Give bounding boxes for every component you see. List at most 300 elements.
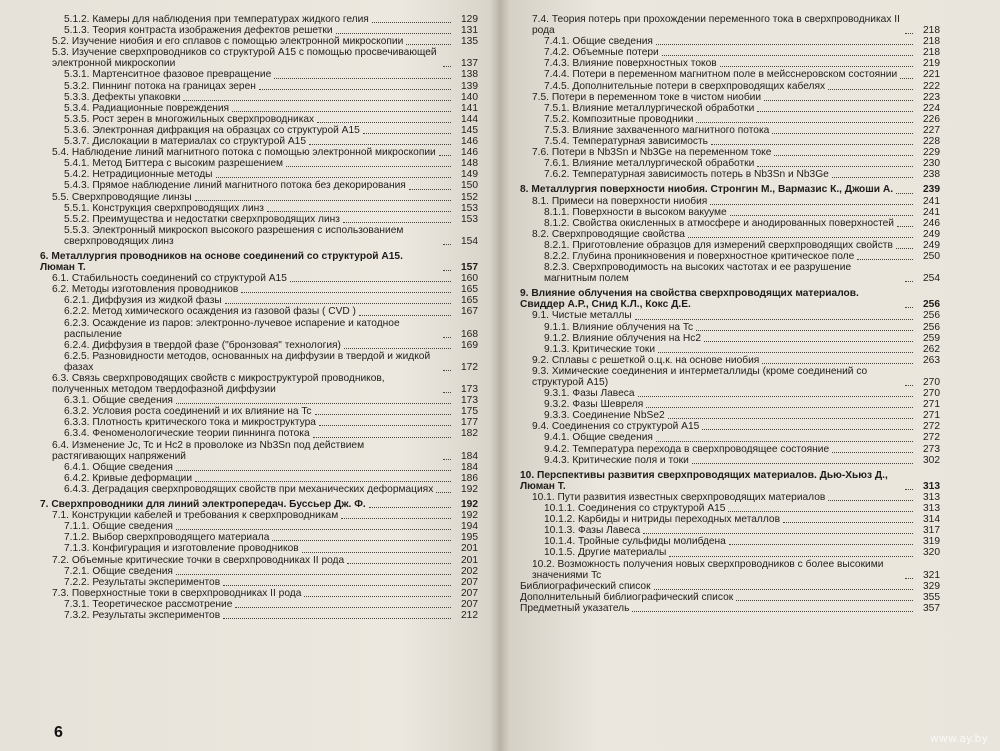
toc-entry-page: 272 — [923, 432, 940, 444]
toc-entry — [520, 229, 940, 240]
toc-entry-page: 135 — [461, 36, 478, 48]
dot-leader — [711, 144, 913, 145]
page-number: 6 — [54, 724, 63, 741]
toc-entry — [520, 492, 940, 503]
toc-entry-page: 270 — [923, 388, 940, 400]
toc-entry-title: 5.3. Изучение сверхпроводников со структурой А15 с помощью просвечивающей электронной микроскопии — [52, 47, 437, 70]
toc-entry-page: 246 — [923, 217, 940, 229]
toc-entry — [40, 599, 478, 610]
toc-entry-title: 7.4.1. Общие сведения — [544, 36, 653, 48]
toc-entry-title: 9.4.2. Температура перехода в сверхпроводящее состояние — [544, 443, 830, 455]
toc-entry — [520, 536, 940, 547]
toc-entry-title: 5.3.5. Рост зерен в многожильных сверхпроводниках — [64, 113, 315, 125]
dot-leader — [223, 618, 451, 619]
toc-entry-page: 223 — [923, 91, 940, 103]
toc-entry — [520, 136, 940, 147]
toc-entry — [40, 417, 478, 428]
toc-entry-title: 5.3.7. Дислокации в материалах со структурой А15 — [64, 136, 307, 148]
toc-entry-title: 8.2. Сверхпроводящие свойства — [532, 228, 685, 240]
toc-entry-page: 321 — [923, 569, 940, 581]
toc-entry-page: 194 — [461, 521, 478, 533]
toc-entry-title: 5.5.2. Преимущества и недостатки сверхпроводящих линз — [64, 213, 340, 225]
toc-entry — [40, 521, 478, 532]
toc-entry-title: 5.4.1. Метод Биттера с высоким разрешением — [64, 158, 283, 170]
toc-entry-title: 10.1.1. Соединения со структурой А15 — [544, 503, 726, 515]
toc-entry — [520, 262, 940, 284]
toc-entry-title: 10. Перспективы развития сверхпроводящих материалов. Дью-Хьюз Д., Люман Т. — [520, 469, 888, 492]
toc-entry — [520, 310, 940, 321]
toc-entry-page: 148 — [461, 158, 478, 170]
toc-entry-title: 6.2. Методы изготовления проводников — [52, 284, 239, 296]
toc-entry — [520, 147, 940, 158]
dot-leader — [900, 78, 913, 79]
toc-entry-page: 167 — [461, 306, 478, 318]
toc-entry — [520, 525, 940, 536]
dot-leader — [259, 89, 451, 90]
toc-entry-title: 5.5. Сверхпроводящие линзы — [52, 191, 192, 203]
toc-entry-page: 357 — [923, 602, 940, 614]
dot-leader — [443, 459, 451, 460]
toc-entry-page: 313 — [923, 480, 940, 492]
toc-entry-title: 6.3.4. Феноменологические теории пиннинга потока — [64, 428, 310, 440]
dot-leader — [638, 396, 913, 397]
toc-entry-title: 7.4.5. Дополнительные потери в сверхпроводящих кабелях — [544, 80, 826, 92]
toc-entry-title: 7.1.2. Выбор сверхпроводящего материала — [64, 532, 270, 544]
toc-entry-page: 192 — [461, 499, 478, 511]
toc-entry — [40, 340, 478, 351]
dot-leader — [232, 111, 451, 112]
toc-entry-page: 249 — [923, 239, 940, 251]
toc-entry-page: 271 — [923, 399, 940, 411]
dot-leader — [905, 489, 913, 490]
toc-entry-page: 182 — [461, 428, 478, 440]
dot-leader — [286, 166, 451, 167]
toc-entry-page: 224 — [923, 102, 940, 114]
toc-entry — [520, 333, 940, 344]
toc-entry-page: 173 — [461, 384, 478, 396]
toc-entry-title: 9.1.1. Влияние облучения на Tc — [544, 321, 694, 333]
toc-chapter-entry — [520, 288, 940, 310]
dot-leader — [176, 574, 451, 575]
toc-entry — [40, 473, 478, 484]
toc-entry-title: 7.1. Конструкции кабелей и требования к сверхпроводникам — [52, 510, 339, 522]
dot-leader — [828, 500, 913, 501]
dot-leader — [905, 385, 913, 386]
dot-leader — [730, 215, 913, 216]
toc-entry-title: 8.1.2. Свойства окисленных в атмосфере и анодированных поверхностей — [544, 217, 894, 229]
toc-entry-title: 7.5.3. Влияние захваченного магнитного потока — [544, 124, 770, 136]
dot-leader — [443, 66, 451, 67]
toc-entry — [40, 351, 478, 373]
toc-entry-title: 7.6.2. Температурная зависимость потерь в Nb3Sn и Nb3Ge — [544, 169, 829, 181]
toc-entry-page: 314 — [923, 514, 940, 526]
dot-leader — [304, 596, 451, 597]
dot-leader — [832, 452, 913, 453]
toc-entry-page: 154 — [461, 235, 478, 247]
toc-entry-title: 6.2.1. Диффузия из жидкой фазы — [64, 295, 222, 307]
toc-entry-page: 241 — [923, 195, 940, 207]
toc-entry-title: 6.4.1. Общие сведения — [64, 461, 173, 473]
toc-entry — [520, 218, 940, 229]
toc-entry-page: 227 — [923, 124, 940, 136]
dot-leader — [319, 425, 451, 426]
toc-entry — [520, 103, 940, 114]
toc-entry-page: 145 — [461, 124, 478, 136]
dot-leader — [905, 578, 913, 579]
toc-entry — [40, 92, 478, 103]
dot-leader — [783, 522, 913, 523]
toc-entry-title: 7.3.1. Теоретическое рассмотрение — [64, 598, 233, 610]
toc-entry — [40, 373, 478, 395]
dot-leader — [632, 611, 913, 612]
toc-entry — [40, 114, 478, 125]
toc-entry — [520, 399, 940, 410]
toc-entry — [520, 81, 940, 92]
toc-entry-title: 9.1.3. Критические токи — [544, 343, 656, 355]
dot-leader — [896, 193, 913, 194]
toc-entry — [40, 566, 478, 577]
toc-entry — [520, 240, 940, 251]
toc-entry-title: 7.1.1. Общие сведения — [64, 521, 173, 533]
dot-leader — [336, 33, 451, 34]
toc-entry — [40, 543, 478, 554]
toc-entry — [40, 484, 478, 495]
toc-entry — [520, 388, 940, 399]
toc-entry-title: 7.5.1. Влияние металлургической обработки — [544, 102, 755, 114]
toc-entry-page: 152 — [461, 191, 478, 203]
toc-entry-page: 313 — [923, 503, 940, 515]
dot-leader — [692, 463, 913, 464]
dot-leader — [195, 481, 451, 482]
dot-leader — [369, 507, 451, 508]
toc-chapter-entry — [40, 251, 478, 273]
dot-leader — [757, 166, 913, 167]
dot-leader — [662, 55, 913, 56]
toc-entry-page: 230 — [923, 158, 940, 170]
toc-entry — [520, 69, 940, 80]
toc-entry-page: 150 — [461, 180, 478, 192]
toc-entry-page: 165 — [461, 295, 478, 307]
toc-entry-page: 157 — [461, 262, 478, 274]
toc-entry-title: 9.3.1. Фазы Лавеса — [544, 388, 635, 400]
toc-entry-title: 8.2.2. Глубина проникновения и поверхностное критическое поле — [544, 250, 855, 262]
toc-entry-title: 7.5. Потери в переменном токе в чистом ниобии — [532, 91, 762, 103]
dot-leader — [736, 600, 913, 601]
dot-leader — [183, 100, 451, 101]
toc-entry — [40, 136, 478, 147]
right-page — [520, 0, 940, 751]
toc-entry — [40, 203, 478, 214]
toc-entry — [40, 192, 478, 203]
dot-leader — [688, 237, 913, 238]
toc-entry-page: 222 — [923, 80, 940, 92]
toc-entry — [520, 125, 940, 136]
dot-leader — [439, 155, 451, 156]
dot-leader — [409, 189, 451, 190]
dot-leader — [343, 222, 451, 223]
dot-leader — [905, 33, 913, 34]
dot-leader — [290, 281, 451, 282]
toc-entry-title: 10.1.4. Тройные сульфиды молибдена — [544, 536, 726, 548]
toc-entry-title: 6.4. Изменение Jc, Tc и Hc2 в проволоке из Nb3Sn под действием растягивающих напряжений — [52, 439, 365, 462]
toc-entry-page: 192 — [461, 483, 478, 495]
dot-leader — [272, 540, 451, 541]
toc-entry — [520, 114, 940, 125]
toc-entry-page: 177 — [461, 417, 478, 429]
dot-leader — [223, 585, 451, 586]
toc-entry-page: 313 — [923, 491, 940, 503]
toc-entry-page: 202 — [461, 565, 478, 577]
toc-entry-page: 254 — [923, 273, 940, 285]
toc-entry — [520, 455, 940, 466]
toc-entry — [40, 169, 478, 180]
dot-leader — [654, 589, 913, 590]
toc-entry-page: 270 — [923, 377, 940, 388]
toc-entry-title: 7.4.2. Объемные потери — [544, 47, 659, 59]
toc-entry — [40, 81, 478, 92]
toc-entry-title: Дополнительный библиографический список — [520, 591, 734, 603]
left-page — [40, 0, 478, 751]
toc-entry-title: Библиографический список — [520, 580, 651, 592]
toc-entry — [40, 103, 478, 114]
toc-entry-title: 7.4. Теория потерь при прохождении переменного тока в сверхпроводниках II рода — [532, 14, 900, 37]
toc-entry-page: 226 — [923, 113, 940, 125]
toc-entry — [520, 344, 940, 355]
toc-entry-page: 139 — [461, 80, 478, 92]
toc-entry-title: 7.3. Поверхностные токи в сверхпроводниках II рода — [52, 587, 302, 599]
toc-entry-page: 186 — [461, 472, 478, 484]
toc-entry-title: 5.5.1. Конструкция сверхпроводящих линз — [64, 202, 264, 214]
toc-entry-title: 6.2.2. Метод химического осаждения из газовой фазы ( CVD ) — [64, 306, 356, 318]
toc-entry-title: 6.3.1. Общие сведения — [64, 395, 173, 407]
toc-entry-page: 201 — [461, 554, 478, 566]
dot-leader — [267, 211, 451, 212]
toc-entry-page: 218 — [923, 47, 940, 59]
toc-entry-title: 5.1.2. Камеры для наблюдения при температурах жидкого гелия — [64, 14, 369, 25]
toc-entry-page: 317 — [923, 525, 940, 537]
dot-leader — [896, 248, 913, 249]
dot-leader — [643, 533, 913, 534]
toc-entry — [40, 406, 478, 417]
toc-entry-title: 7. Сверхпроводники для линий электропередач. Буссьер Дж. Ф. — [40, 499, 366, 511]
toc-entry-title: 9.4.3. Критические поля и токи — [544, 454, 689, 466]
toc-entry — [520, 432, 940, 443]
dot-leader — [696, 122, 913, 123]
toc-entry — [40, 306, 478, 317]
dot-leader — [720, 66, 913, 67]
toc-entry-page: 207 — [461, 587, 478, 599]
toc-entry-page: 355 — [923, 591, 940, 603]
toc-entry-page: 207 — [461, 576, 478, 588]
dot-leader — [443, 244, 451, 245]
toc-entry — [520, 581, 940, 592]
toc-entry — [40, 588, 478, 599]
toc-chapter-entry — [520, 184, 940, 195]
toc-entry-page: 160 — [461, 273, 478, 285]
toc-entry — [520, 366, 940, 388]
dot-leader — [905, 281, 913, 282]
toc-entry-title: 5.4.3. Прямое наблюдение линий магнитного потока без декорирования — [64, 180, 406, 192]
toc-entry — [520, 421, 940, 432]
toc-entry-title: 5.3.3. Дефекты упаковки — [64, 91, 181, 103]
toc-entry — [40, 395, 478, 406]
dot-leader — [317, 122, 451, 123]
toc-entry-title: 6.4.3. Деградация сверхпроводящих свойств при механических деформациях — [64, 483, 434, 495]
dot-leader — [436, 492, 451, 493]
toc-entry-page: 146 — [461, 147, 478, 159]
toc-entry-page: 175 — [461, 406, 478, 418]
dot-leader — [729, 544, 913, 545]
toc-entry — [40, 147, 478, 158]
toc-entry — [40, 510, 478, 521]
toc-entry — [40, 25, 478, 36]
toc-entry-page: 302 — [923, 454, 940, 466]
dot-leader — [372, 22, 451, 23]
dot-leader — [832, 177, 913, 178]
toc-entry-page: 256 — [923, 299, 940, 311]
dot-leader — [216, 177, 452, 178]
dot-leader — [347, 563, 451, 564]
toc-entry — [520, 410, 940, 421]
toc-entry-page: 239 — [923, 184, 940, 196]
toc-entry-page: 241 — [923, 206, 940, 218]
toc-entry-title: 5.2. Изучение ниобия и его сплавов с помощью электронной микроскопии — [52, 36, 404, 48]
dot-leader — [696, 330, 913, 331]
dot-leader — [359, 315, 451, 316]
toc-entry-page: 149 — [461, 169, 478, 181]
toc-entry-title: 7.6. Потери в Nb3Sn и Nb3Ge на переменном токе — [532, 147, 772, 159]
dot-leader — [443, 392, 451, 393]
toc-entry-title: 5.4.2. Нетрадиционные методы — [64, 169, 213, 181]
toc-entry-title: 6.4.2. Кривые деформации — [64, 472, 193, 484]
toc-entry-title: 7.5.2. Композитные проводники — [544, 113, 694, 125]
dot-leader — [443, 270, 451, 271]
toc-entry-title: 10.1.2. Карбиды и нитриды переходных металлов — [544, 514, 780, 526]
dot-leader — [704, 341, 913, 342]
toc-chapter-entry — [520, 470, 940, 492]
toc-entry-title: 6.2.3. Осаждение из паров: электронно-лучевое испарение и катодное распыление — [64, 317, 400, 340]
toc-entry-page: 201 — [461, 543, 478, 555]
dot-leader — [363, 133, 451, 134]
toc-entry — [40, 295, 478, 306]
toc-entry-title: 6.2.4. Диффузия в твердой фазе ("бронзовая" технология) — [64, 339, 341, 351]
toc-entry — [40, 36, 478, 47]
toc-entry-page: 140 — [461, 91, 478, 103]
toc-entry — [520, 547, 940, 558]
toc-entry-title: 6.1. Стабильность соединений со структурой А15 — [52, 273, 287, 285]
toc-entry-title: 6.3.3. Плотность критического тока и микроструктура — [64, 417, 316, 429]
toc-entry-page: 262 — [923, 343, 940, 355]
toc-entry — [520, 158, 940, 169]
dot-leader — [176, 470, 451, 471]
toc-entry-title: 7.1.3. Конфигурация и изготовление проводников — [64, 543, 299, 555]
toc-entry-title: 9.4. Соединения со структурой А15 — [532, 421, 700, 433]
toc-entry-page: 219 — [923, 58, 940, 70]
toc-entry — [40, 284, 478, 295]
toc-entry-page: 319 — [923, 536, 940, 548]
toc-entry-page: 329 — [923, 580, 940, 592]
toc-entries-left — [40, 14, 478, 621]
dot-leader — [225, 303, 451, 304]
toc-entry-title: 6.3. Связь сверхпроводящих свойств с микроструктурой проводников, полученных методом твердофазной диффузии — [52, 373, 385, 396]
toc-entry-page: 153 — [461, 202, 478, 214]
toc-entry-page: 212 — [461, 609, 478, 621]
toc-entry-title: 9.2. Сплавы с решеткой о.ц.к. на основе ниобия — [532, 354, 760, 366]
toc-entry — [520, 559, 940, 581]
toc-entry-page: 192 — [461, 510, 478, 522]
toc-entry-page: 229 — [923, 147, 940, 159]
toc-entry — [40, 440, 478, 462]
toc-entry — [40, 462, 478, 473]
toc-entry-title: 9.1.2. Влияние облучения на Hc2 — [544, 332, 702, 344]
toc-entry — [40, 180, 478, 191]
toc-entry — [40, 69, 478, 80]
dot-leader — [668, 418, 913, 419]
toc-entry — [40, 555, 478, 566]
toc-entry-title: 9. Влияние облучения на свойства сверхпроводящих материалов. Свиддер А.Р., Снид К.Л., Кокс Д.Е. — [520, 288, 859, 311]
toc-entry-page: 144 — [461, 113, 478, 125]
toc-entry-title: Предметный указатель — [520, 602, 630, 614]
dot-leader — [344, 348, 451, 349]
toc-entry-page: 263 — [923, 354, 940, 366]
toc-entry — [40, 214, 478, 225]
toc-entry-title: 7.4.3. Влияние поверхностных токов — [544, 58, 717, 70]
dot-leader — [443, 370, 451, 371]
toc-entry-page: 195 — [461, 532, 478, 544]
toc-entry — [520, 47, 940, 58]
dot-leader — [702, 429, 913, 430]
toc-entry-title: 10.1.3. Фазы Лавеса — [544, 525, 641, 537]
toc-entry — [40, 610, 478, 621]
toc-entry-title: 10.1.5. Другие материалы — [544, 547, 667, 559]
dot-leader — [656, 44, 913, 45]
toc-entry — [520, 169, 940, 180]
toc-entry-page: 238 — [923, 169, 940, 181]
toc-entry — [520, 14, 940, 36]
toc-entry-page: 129 — [461, 14, 478, 25]
toc-entry-page: 320 — [923, 547, 940, 559]
dot-leader — [857, 259, 913, 260]
toc-entry-title: 5.1.3. Теория контраста изображения дефектов решетки — [64, 25, 333, 37]
toc-entry-title: 6. Металлургия проводников на основе соединений со структурой А15. Люман Т. — [40, 250, 403, 274]
toc-entry-title: 7.5.4. Температурная зависимость — [544, 136, 708, 148]
toc-entry — [40, 125, 478, 136]
dot-leader — [762, 363, 913, 364]
toc-entry — [40, 158, 478, 169]
toc-entry-title: 5.3.6. Электронная дифракция на образцах со структурой А15 — [64, 124, 360, 136]
toc-entries-right — [520, 14, 940, 614]
dot-leader — [764, 100, 913, 101]
dot-leader — [728, 511, 913, 512]
dot-leader — [658, 352, 913, 353]
toc-entry — [520, 592, 940, 603]
toc-entry — [520, 503, 940, 514]
dot-leader — [635, 319, 913, 320]
toc-entry-title: 5.5.3. Электронный микроскоп высокого разрешения с использованием сверхпроводящих линз — [64, 224, 404, 247]
toc-entry-title: 7.2. Объемные критические точки в сверхпроводниках II рода — [52, 554, 345, 566]
toc-entry-title: 7.6.1. Влияние металлургической обработки — [544, 158, 755, 170]
dot-leader — [315, 414, 451, 415]
toc-entry-title: 6.2.5. Разновидности методов, основанных на диффузии в твердой и жидкой фазах — [64, 350, 431, 373]
toc-entry — [40, 47, 478, 69]
toc-entry-page: 173 — [461, 395, 478, 407]
dot-leader — [774, 155, 913, 156]
toc-entry-page: 250 — [923, 250, 940, 262]
toc-entry-page: 259 — [923, 332, 940, 344]
toc-entry-page: 256 — [923, 310, 940, 322]
toc-entry-title: 5.3.2. Пиннинг потока на границах зерен — [64, 80, 256, 92]
dot-leader — [656, 441, 913, 442]
